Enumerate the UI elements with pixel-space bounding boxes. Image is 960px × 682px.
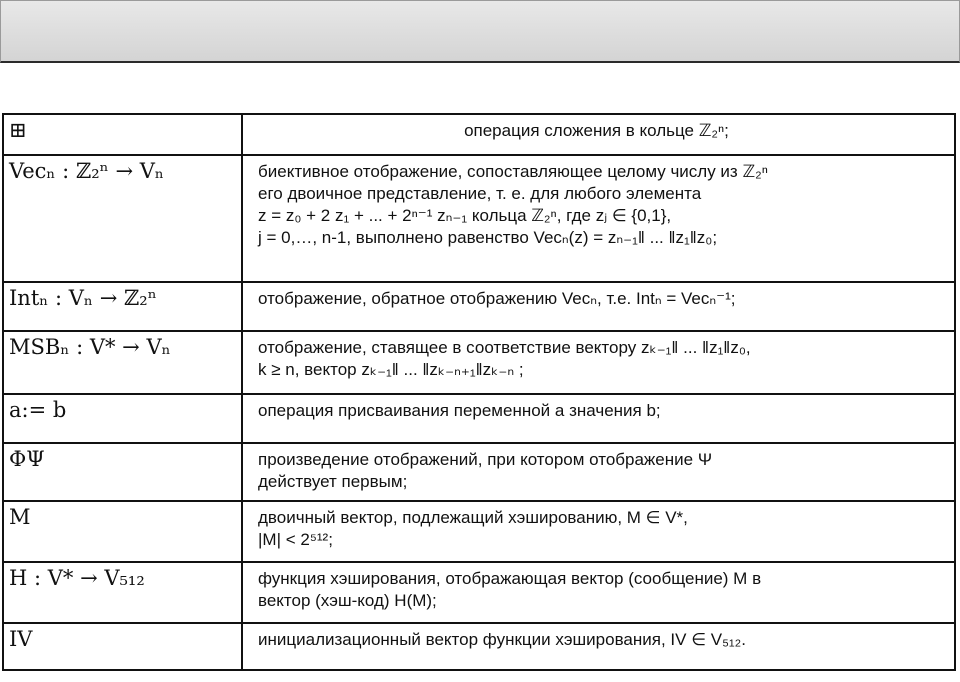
table-row: [3, 394, 955, 443]
description-cell: [242, 623, 955, 670]
table-row: [3, 282, 955, 331]
description-line: двоичный вектор, подлежащий хэшированию, M ∈ V*,: [258, 508, 688, 527]
description-line: k ≥ n, вектор zₖ₋₁‖ ... ‖zₖ₋ₙ₊₁‖zₖ₋ₙ ;: [258, 360, 524, 379]
symbol-text: M: [9, 505, 31, 529]
description-line: инициализационный вектор функции хэширования, IV ∈ V₅₁₂.: [258, 630, 746, 649]
symbol-cell: [3, 282, 242, 331]
symbol-cell: [3, 623, 242, 670]
table-row: [3, 562, 955, 623]
table-row: [3, 501, 955, 562]
table-row: [3, 623, 955, 670]
symbol-cell: [3, 443, 242, 501]
header-bar: [0, 0, 960, 63]
table-row: [3, 155, 955, 282]
table-row: [3, 331, 955, 394]
description-line: отображение, обратное отображению Vecₙ, т.е. Intₙ = Vecₙ⁻¹;: [258, 289, 736, 308]
description-cell: [242, 155, 955, 282]
description-line: функция хэширования, отображающая вектор (сообщение) M в: [258, 569, 762, 588]
description-line: |M| < 2⁵¹²;: [258, 530, 333, 549]
symbol-cell: [3, 562, 242, 623]
description-cell: [242, 331, 955, 394]
symbol-text: MSBₙ : V* → Vₙ: [9, 335, 171, 359]
description-line: операция присваивания переменной a значения b;: [258, 401, 661, 420]
symbol-text: H : V* → V₅₁₂: [9, 566, 145, 590]
symbol-cell: [3, 155, 242, 282]
description-cell: [242, 562, 955, 623]
symbol-text: ⊞: [9, 118, 27, 142]
description-line: операция сложения в кольце ℤ₂ⁿ;: [464, 121, 729, 140]
description-cell: [242, 443, 955, 501]
table-row: [3, 443, 955, 501]
symbol-text: Intₙ : Vₙ → ℤ₂ⁿ: [9, 286, 157, 310]
symbol-cell: [3, 394, 242, 443]
description-line: z = z₀ + 2 z₁ + ... + 2ⁿ⁻¹ zₙ₋₁ кольца ℤ₂ⁿ, где zⱼ ∈ {0,1},: [258, 206, 672, 225]
notation-table: [2, 113, 956, 671]
symbol-cell: [3, 114, 242, 155]
symbol-cell: [3, 501, 242, 562]
description-line: действует первым;: [258, 472, 408, 491]
description-line: j = 0,…, n-1, выполнено равенство Vecₙ(z) = zₙ₋₁‖ ... ‖z₁‖z₀;: [258, 228, 718, 247]
symbol-text: Vecₙ : ℤ₂ⁿ → Vₙ: [9, 159, 164, 183]
symbol-text: ΦΨ: [9, 447, 45, 471]
description-cell: [242, 282, 955, 331]
description-line: его двоичное представление, т. е. для любого элемента: [258, 184, 702, 203]
symbol-cell: [3, 331, 242, 394]
symbol-text: IV: [9, 627, 33, 651]
description-line: отображение, ставящее в соответствие вектору zₖ₋₁‖ ... ‖z₁‖z₀,: [258, 338, 751, 357]
description-cell: [242, 501, 955, 562]
description-line: вектор (хэш-код) H(M);: [258, 591, 437, 610]
description-line: произведение отображений, при котором отображение Ψ: [258, 450, 713, 469]
table-row: [3, 114, 955, 155]
description-cell: [242, 394, 955, 443]
description-cell: [242, 114, 955, 155]
symbol-text: a:= b: [9, 398, 67, 422]
description-line: биективное отображение, сопоставляющее целому числу из ℤ₂ⁿ: [258, 162, 768, 181]
